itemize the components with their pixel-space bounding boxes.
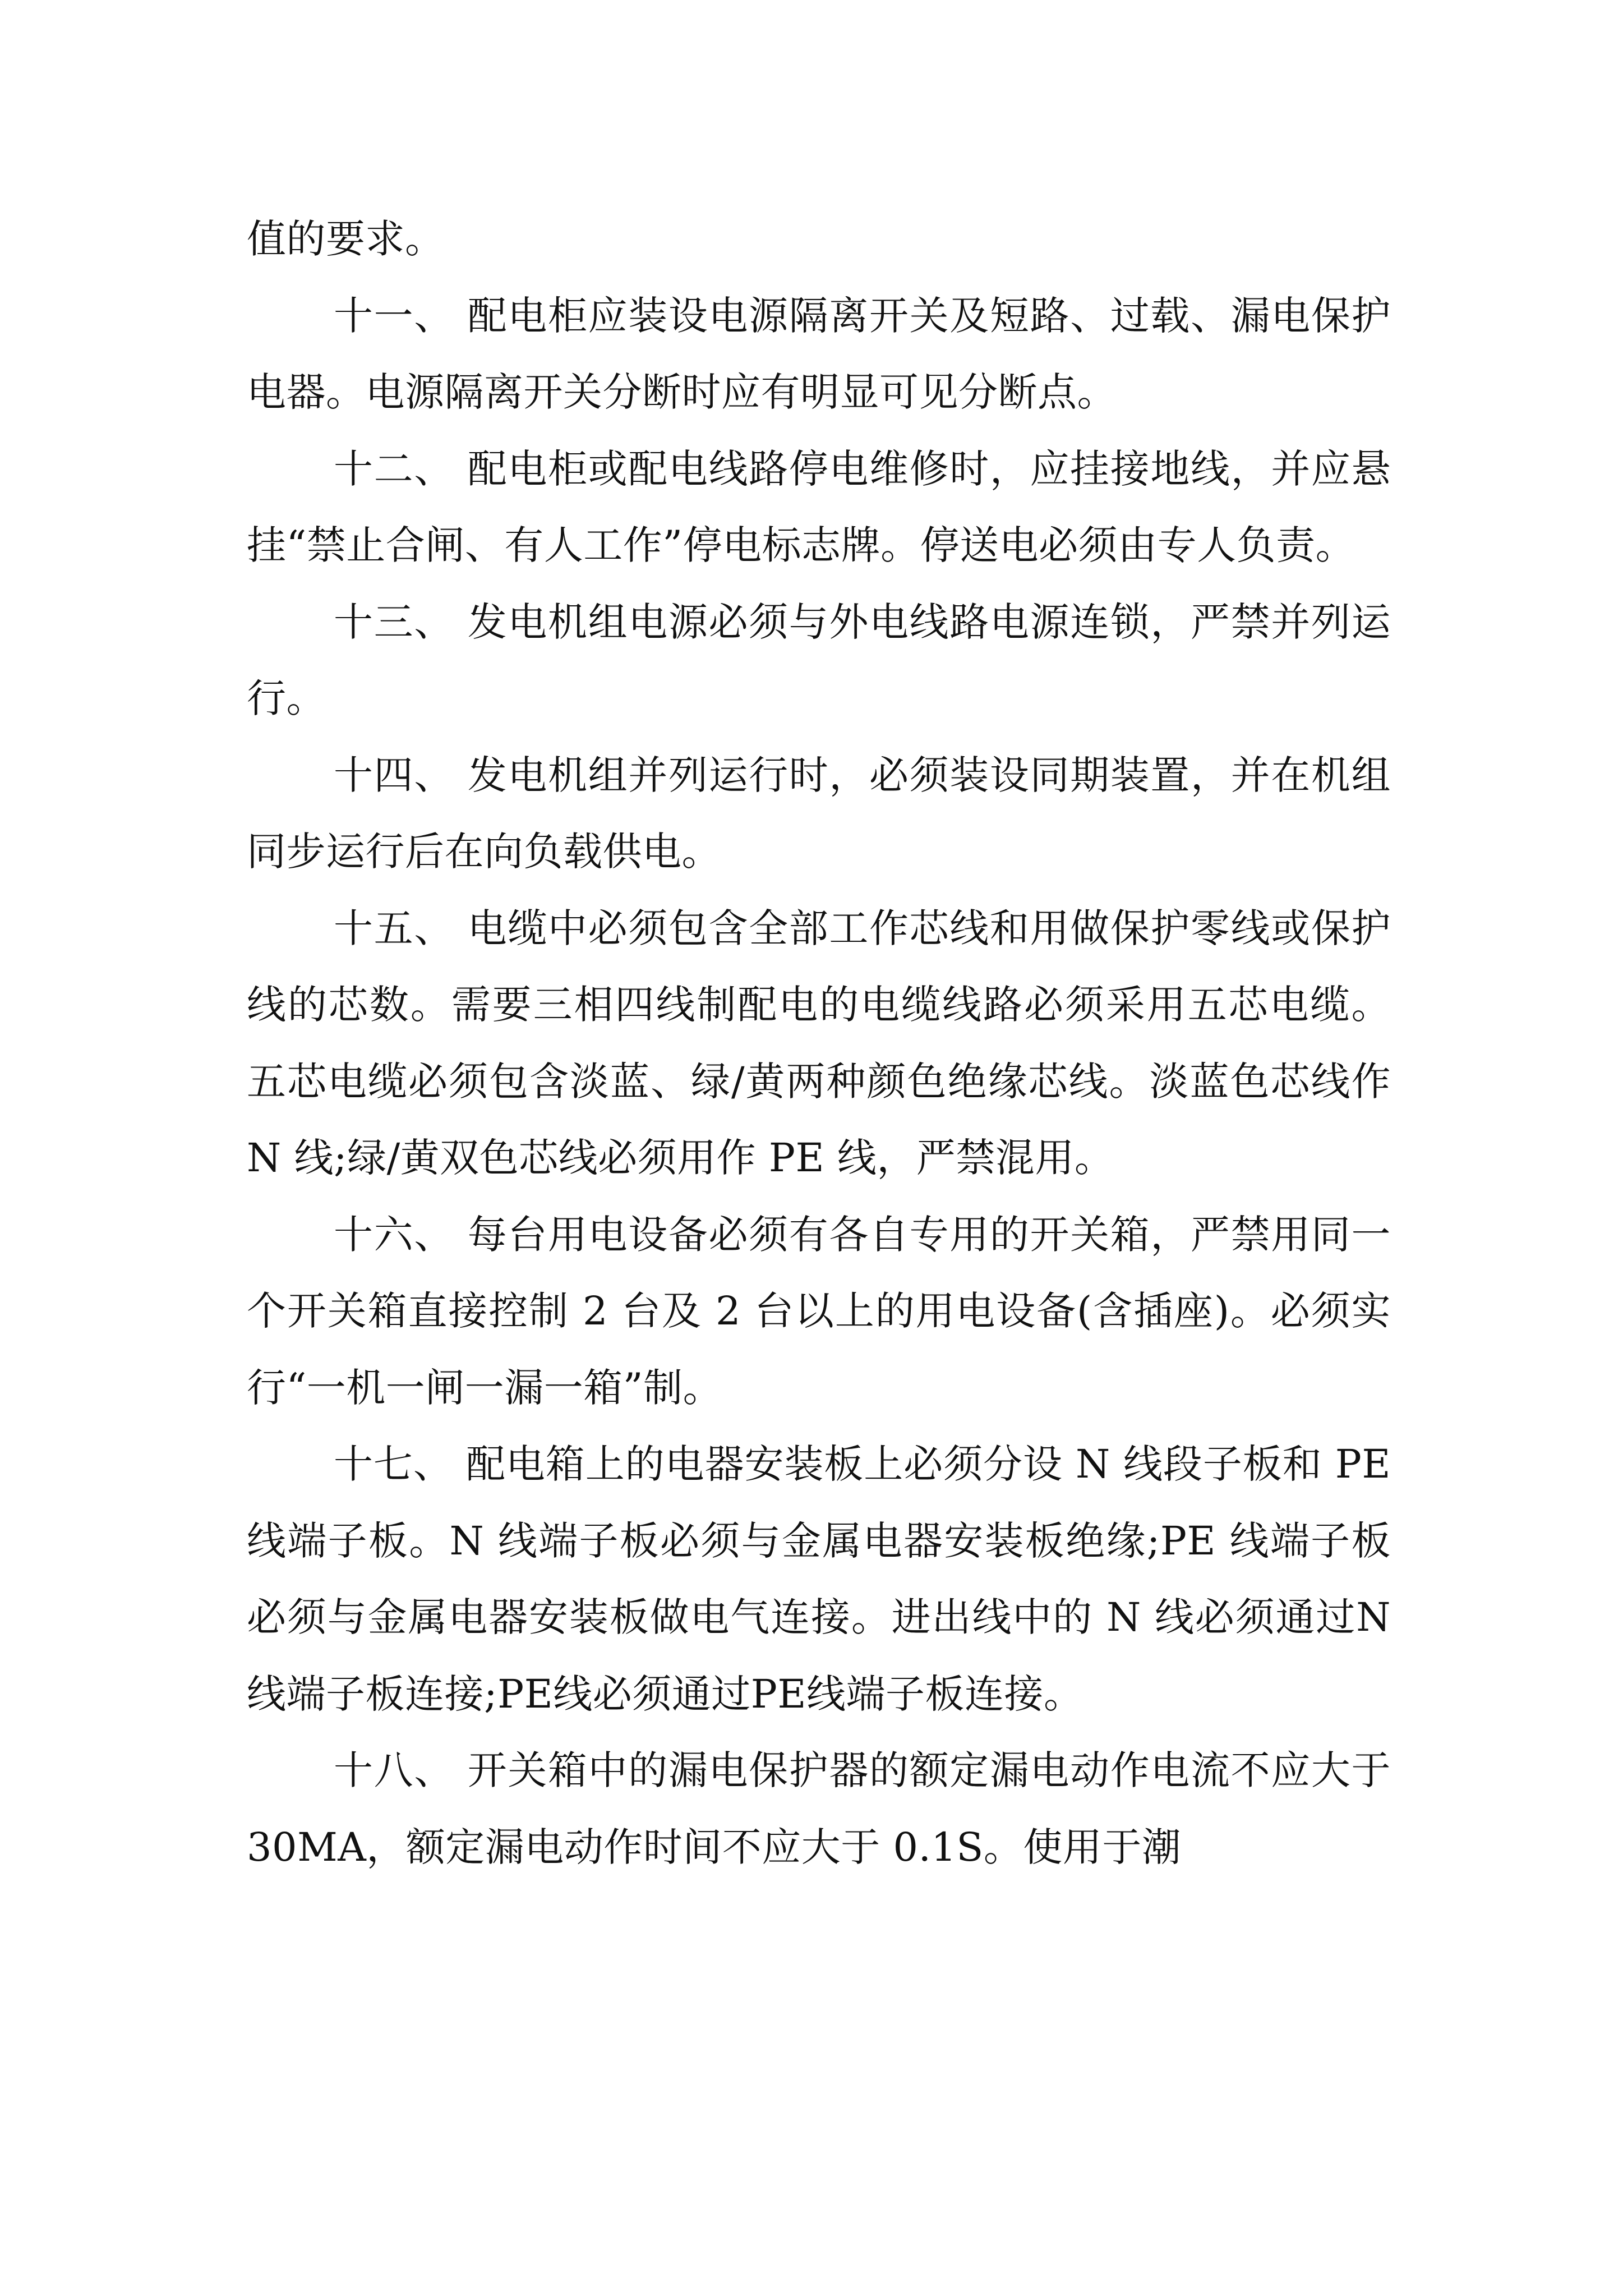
- paragraph-item-16: 十六、 每台用电设备必须有各自专用的开关箱，严禁用同一个开关箱直接控制 2 台及 2 台以上的用电设备(含插座)。必须实行“一机一闸一漏一箱”制。: [247, 1211, 1391, 1411]
- paragraph-item-14: 十四、 发电机组并列运行时，必须装设同期装置，并在机组同步运行后在向负载供电。: [247, 752, 1391, 875]
- paragraph-item-11: 十一、 配电柜应装设电源隔离开关及短路、过载、漏电保护电器。电源隔离开关分断时应有明显可见分断点。: [247, 292, 1391, 415]
- paragraph-item-12: 十二、 配电柜或配电线路停电维修时，应挂接地线，并应悬挂“禁止合闸、有人工作”停电标志牌。停送电必须由专人负责。: [247, 445, 1391, 568]
- paragraph-continuation: 值的要求。: [247, 216, 445, 262]
- paragraph-item-13: 十三、 发电机组电源必须与外电线路电源连锁，严禁并列运行。: [247, 599, 1391, 721]
- paragraph-item-18: 十八、 开关箱中的漏电保护器的额定漏电动作电流不应大于 30MA，额定漏电动作时间不应大于 0.1S。使用于潮: [247, 1747, 1391, 1870]
- paragraph-item-17: 十七、 配电箱上的电器安装板上必须分设 N 线段子板和 PE 线端子板。N 线端子板必须与金属电器安装板绝缘;PE 线端子板必须与金属电器安装板做电气连接。进出线中的 N 线必须通过N线端子板连接;PE线必须通过PE线端子板连接。: [247, 1441, 1391, 1717]
- paragraph-item-15: 十五、 电缆中必须包含全部工作芯线和用做保护零线或保护线的芯数。需要三相四线制配电的电缆线路必须采用五芯电缆。五芯电缆必须包含淡蓝、绿/黄两种颜色绝缘芯线。淡蓝色芯线作 N 线;绿/黄双色芯线必须用作 PE 线，严禁混用。: [247, 905, 1391, 1181]
- document-body: [247, 201, 1391, 1885]
